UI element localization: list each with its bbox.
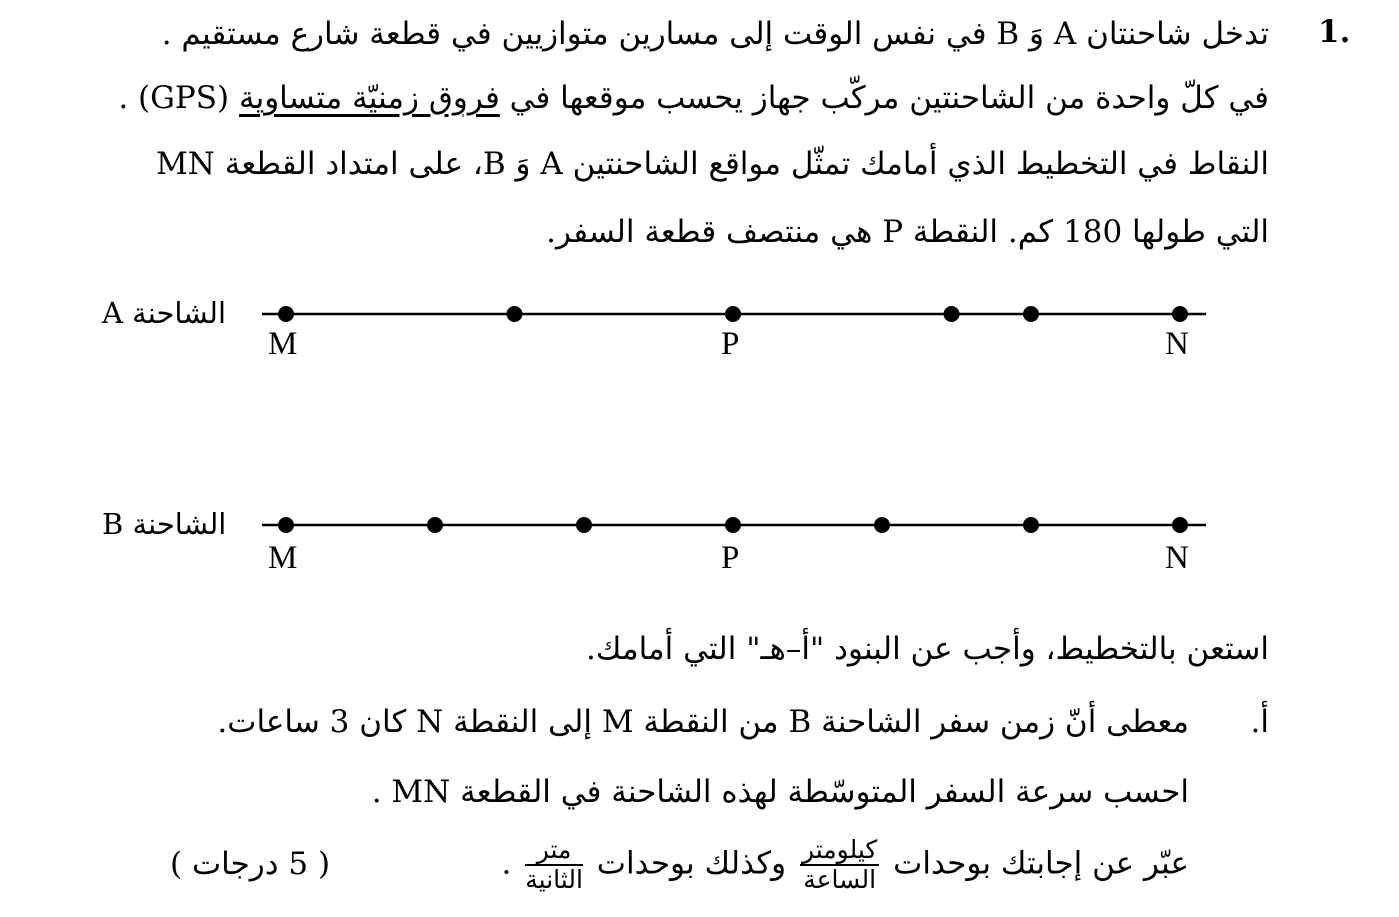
- item-a-line-3-start: عبّر عن إجابتك بوحدات: [893, 845, 1189, 882]
- question-number: 1.: [1318, 14, 1351, 50]
- truck-a-position-dot: [278, 306, 294, 322]
- truck-b-position-dot: [1023, 517, 1039, 533]
- unit-km-per-hour-top: كيلومتر: [801, 835, 878, 864]
- truck-b-label: الشاحنة B: [102, 507, 227, 541]
- item-a-letter: أ.: [1250, 704, 1269, 740]
- truck-b-position-dot: [576, 517, 592, 533]
- truck-a-point-n: N: [1165, 326, 1189, 362]
- question-line-1: تدخل شاحنتان A وَ B في نفس الوقت إلى مسارين متوازيين في قطعة شارع مستقيم .: [161, 16, 1269, 52]
- gps-text: (GPS) .: [118, 80, 230, 116]
- truck-b-position-dot: [725, 517, 741, 533]
- unit-m-per-second-bottom: الثانية: [525, 865, 583, 894]
- truck-a-track: [262, 306, 1206, 322]
- truck-b-point-n: N: [1165, 540, 1189, 576]
- unit-km-per-hour-bottom: الساعة: [803, 865, 877, 894]
- item-a-line-1: معطى أنّ زمن سفر الشاحنة B من النقطة M إلى النقطة N كان 3 ساعات.: [217, 704, 1189, 740]
- underlined-phrase: فروق زمنيّة متساوية: [238, 80, 500, 116]
- unit-m-per-second: [525, 836, 583, 894]
- question-line-2-text: في كلّ واحدة من الشاحنتين مركّب جهاز يحسب موقعها في: [509, 80, 1269, 116]
- unit-km-per-hour: [800, 836, 879, 894]
- item-a-line-3-end: .: [501, 845, 512, 882]
- truck-b-point-p: P: [721, 540, 740, 576]
- instructions: استعن بالتخطيط، وأجب عن البنود "أ–هـ" التي أمامك.: [586, 631, 1269, 667]
- item-a-line-2: احسب سرعة السفر المتوسّطة لهذه الشاحنة في القطعة MN .: [371, 774, 1189, 810]
- truck-b-position-dot: [1172, 517, 1188, 533]
- truck-a-position-dot: [944, 306, 960, 322]
- item-a-points: ( 5 درجات ): [170, 846, 331, 882]
- truck-b-position-dot: [427, 517, 443, 533]
- truck-a-point-m: M: [268, 326, 298, 362]
- truck-b-position-dot: [278, 517, 294, 533]
- truck-a-position-dot: [506, 306, 522, 322]
- question-line-3: النقاط في التخطيط الذي أمامك تمثّل مواقع الشاحنتين A وَ B، على امتداد القطعة MN: [156, 146, 1269, 182]
- truck-a-label: الشاحنة A: [102, 296, 226, 330]
- truck-b-point-m: M: [268, 540, 298, 576]
- question-line-4: التي طولها 180 كم. النقطة P هي منتصف قطعة السفر.: [546, 214, 1269, 250]
- truck-a-position-dot: [1023, 306, 1039, 322]
- unit-m-per-second-top: متر: [525, 836, 583, 866]
- truck-b-track: [262, 517, 1206, 533]
- truck-a-point-p: P: [721, 326, 740, 362]
- truck-a-position-dot: [1172, 306, 1188, 322]
- item-a-line-3: [502, 836, 1189, 894]
- truck-a-position-dot: [725, 306, 741, 322]
- item-a-line-3-mid: وكذلك بوحدات: [596, 845, 787, 882]
- truck-b-position-dot: [874, 517, 890, 533]
